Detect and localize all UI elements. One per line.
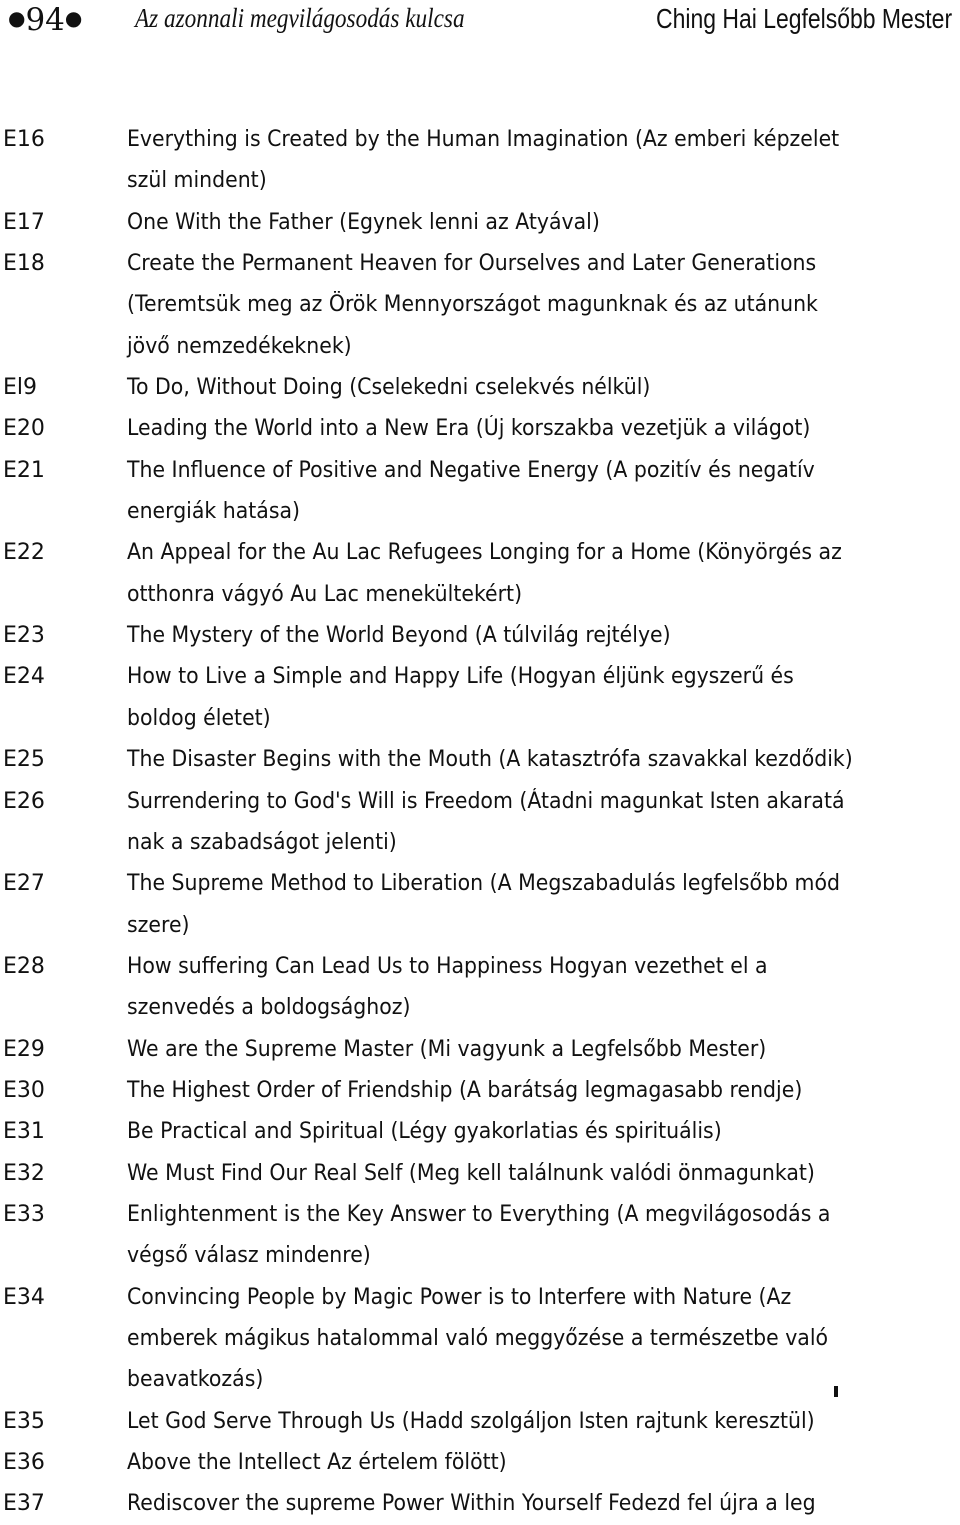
entry-title-line: Surrendering to God's Will is Freedom (Átadni magunkat Isten akaratá xyxy=(127,788,845,814)
entry-title xyxy=(127,1483,957,1524)
entry-code: E36 xyxy=(3,1450,45,1475)
entry-title xyxy=(127,1401,957,1442)
entry-title xyxy=(127,615,957,656)
entry-title-line: jövő nemzedékeknek) xyxy=(127,333,352,359)
entry-title-line: szenvedés a boldogsághoz) xyxy=(127,995,411,1021)
book-title: Az azonnali megvilágosodás kulcsa xyxy=(135,3,465,33)
entry-code: E24 xyxy=(3,664,45,690)
list-item xyxy=(0,243,960,367)
entry-title xyxy=(127,408,957,449)
entry-title xyxy=(127,781,957,864)
entry-title-line: We Must Find Our Real Self (Meg kell találnunk valódi önmagunkat) xyxy=(127,1160,815,1186)
entry-title xyxy=(127,119,957,202)
list-item xyxy=(0,1483,960,1524)
list-item xyxy=(0,1029,960,1070)
entry-code: E26 xyxy=(3,788,45,814)
entry-title xyxy=(127,1442,957,1483)
entry-code: E25 xyxy=(3,747,45,773)
entry-title-line: Leading the World into a New Era (Új korszakba vezetjük a világot) xyxy=(127,416,811,442)
list-item xyxy=(0,119,960,202)
entry-code: E28 xyxy=(3,953,45,979)
entry-title xyxy=(127,202,957,243)
entry-title-line: Let God Serve Through Us (Hadd szolgáljon Isten rajtunk keresztül) xyxy=(127,1408,815,1434)
entry-code: E23 xyxy=(3,623,45,649)
entry-title xyxy=(127,1111,957,1152)
list-item xyxy=(0,202,960,243)
entry-title-line: emberek mágikus hatalommal való meggyőzése a természetbe való xyxy=(127,1325,829,1351)
entry-code: E22 xyxy=(3,540,45,566)
list-item xyxy=(0,656,960,739)
list-item xyxy=(0,863,960,946)
entry-code: E33 xyxy=(3,1201,45,1227)
entry-title xyxy=(127,1194,957,1277)
entry-code: El9 xyxy=(3,375,38,401)
list-item xyxy=(0,781,960,864)
entry-title-line: One With the Father (Egynek lenni az Atyával) xyxy=(127,209,600,235)
page-number: ●94● xyxy=(8,2,83,38)
list-item xyxy=(0,1442,960,1483)
entry-title xyxy=(127,1277,957,1401)
author-name: Ching Hai Legfelsőbb Mester xyxy=(655,3,952,34)
list-item xyxy=(0,1153,960,1194)
entry-title-line: Enlightenment is the Key Answer to Everything (A megvilágosodás a xyxy=(127,1201,831,1227)
entry-title-line: Rediscover the supreme Power Within Yourself Fedezd fel újra a leg xyxy=(127,1491,816,1517)
entry-title-line: An Appeal for the Au Lac Refugees Longing for a Home (Könyörgés az xyxy=(127,540,842,566)
entry-title xyxy=(127,532,957,615)
list-item xyxy=(0,1277,960,1401)
entry-title-line: How to Live a Simple and Happy Life (Hogyan éljünk egyszerű és xyxy=(127,664,794,690)
entry-title xyxy=(127,1070,957,1111)
list-item xyxy=(0,367,960,408)
entry-title-line: How suffering Can Lead Us to Happiness Hogyan vezethet el a xyxy=(127,953,768,979)
entry-code: E37 xyxy=(3,1491,45,1517)
list-item xyxy=(0,615,960,656)
entry-title xyxy=(127,656,957,739)
list-item xyxy=(0,1401,960,1442)
entry-code: E35 xyxy=(3,1408,45,1434)
entry-code: E32 xyxy=(3,1160,45,1186)
entry-title xyxy=(127,946,957,1029)
entry-title-line: szere) xyxy=(127,912,190,938)
page-header xyxy=(0,0,960,40)
entry-code: E30 xyxy=(3,1077,45,1103)
list-item xyxy=(0,739,960,780)
entry-code: E27 xyxy=(3,871,45,897)
entry-title-line: The Disaster Begins with the Mouth (A katasztrófa szavakkal kezdődik) xyxy=(127,747,853,773)
list-item xyxy=(0,532,960,615)
list-item xyxy=(0,1070,960,1111)
entry-title-line: otthonra vágyó Au Lac menekültekért) xyxy=(127,581,523,607)
list-item xyxy=(0,408,960,449)
entry-title xyxy=(127,863,957,946)
entry-title-line: Above the Intellect Az értelem fölött) xyxy=(127,1450,507,1475)
entry-title-line: We are the Supreme Master (Mi vagyunk a Legfelsőbb Mester) xyxy=(127,1036,767,1062)
entry-title-line: Be Practical and Spiritual (Légy gyakorlatias és spirituális) xyxy=(127,1119,722,1145)
entry-title-line: The Supreme Method to Liberation (A Megszabadulás legfelsőbb mód xyxy=(127,871,841,897)
entry-title-line: Create the Permanent Heaven for Ourselves and Later Generations xyxy=(127,251,817,277)
entry-title-line: The Mystery of the World Beyond (A túlvilág rejtélye) xyxy=(127,623,671,649)
entry-title xyxy=(127,243,957,367)
entry-code: E21 xyxy=(3,457,45,483)
entry-title xyxy=(127,1029,957,1070)
entry-title-line: beavatkozás) xyxy=(127,1367,264,1393)
entry-title-line: To Do, Without Doing (Cselekedni cselekvés nélkül) xyxy=(127,375,651,401)
entry-title-line: (Teremtsük meg az Örök Mennyországot magunknak és az utánunk xyxy=(127,292,818,318)
entry-title-line: Everything is Created by the Human Imagination (Az emberi képzelet xyxy=(127,127,840,152)
entry-code: E18 xyxy=(3,251,45,277)
entry-title-line: Convincing People by Magic Power is to Interfere with Nature (Az xyxy=(127,1284,792,1310)
print-mark xyxy=(834,1386,838,1397)
entry-title xyxy=(127,450,957,533)
entry-code: E17 xyxy=(3,209,45,235)
entry-title-line: szül mindent) xyxy=(127,168,267,194)
list-item xyxy=(0,1194,960,1277)
entry-code: E31 xyxy=(3,1119,45,1145)
entry-title xyxy=(127,739,957,780)
entry-title xyxy=(127,367,957,408)
entry-title-line: The Highest Order of Friendship (A barátság legmagasabb rendje) xyxy=(127,1077,803,1103)
entry-title-line: The Influence of Positive and Negative Energy (A pozitív és negatív xyxy=(127,457,815,483)
entry-code: E20 xyxy=(3,416,45,442)
entry-title-line: végső válasz mindenre) xyxy=(127,1243,371,1269)
entry-title xyxy=(127,1153,957,1194)
entry-title-line: boldog életet) xyxy=(127,705,271,731)
entry-code: E34 xyxy=(3,1284,45,1310)
entry-code: E29 xyxy=(3,1036,45,1062)
entry-title-line: nak a szabadságot jelenti) xyxy=(127,829,397,855)
list-item xyxy=(0,946,960,1029)
list-item xyxy=(0,1111,960,1152)
list-item xyxy=(0,450,960,533)
entry-title-line: energiák hatása) xyxy=(127,499,301,525)
entry-code: E16 xyxy=(3,127,45,152)
publication-list xyxy=(0,119,960,1525)
